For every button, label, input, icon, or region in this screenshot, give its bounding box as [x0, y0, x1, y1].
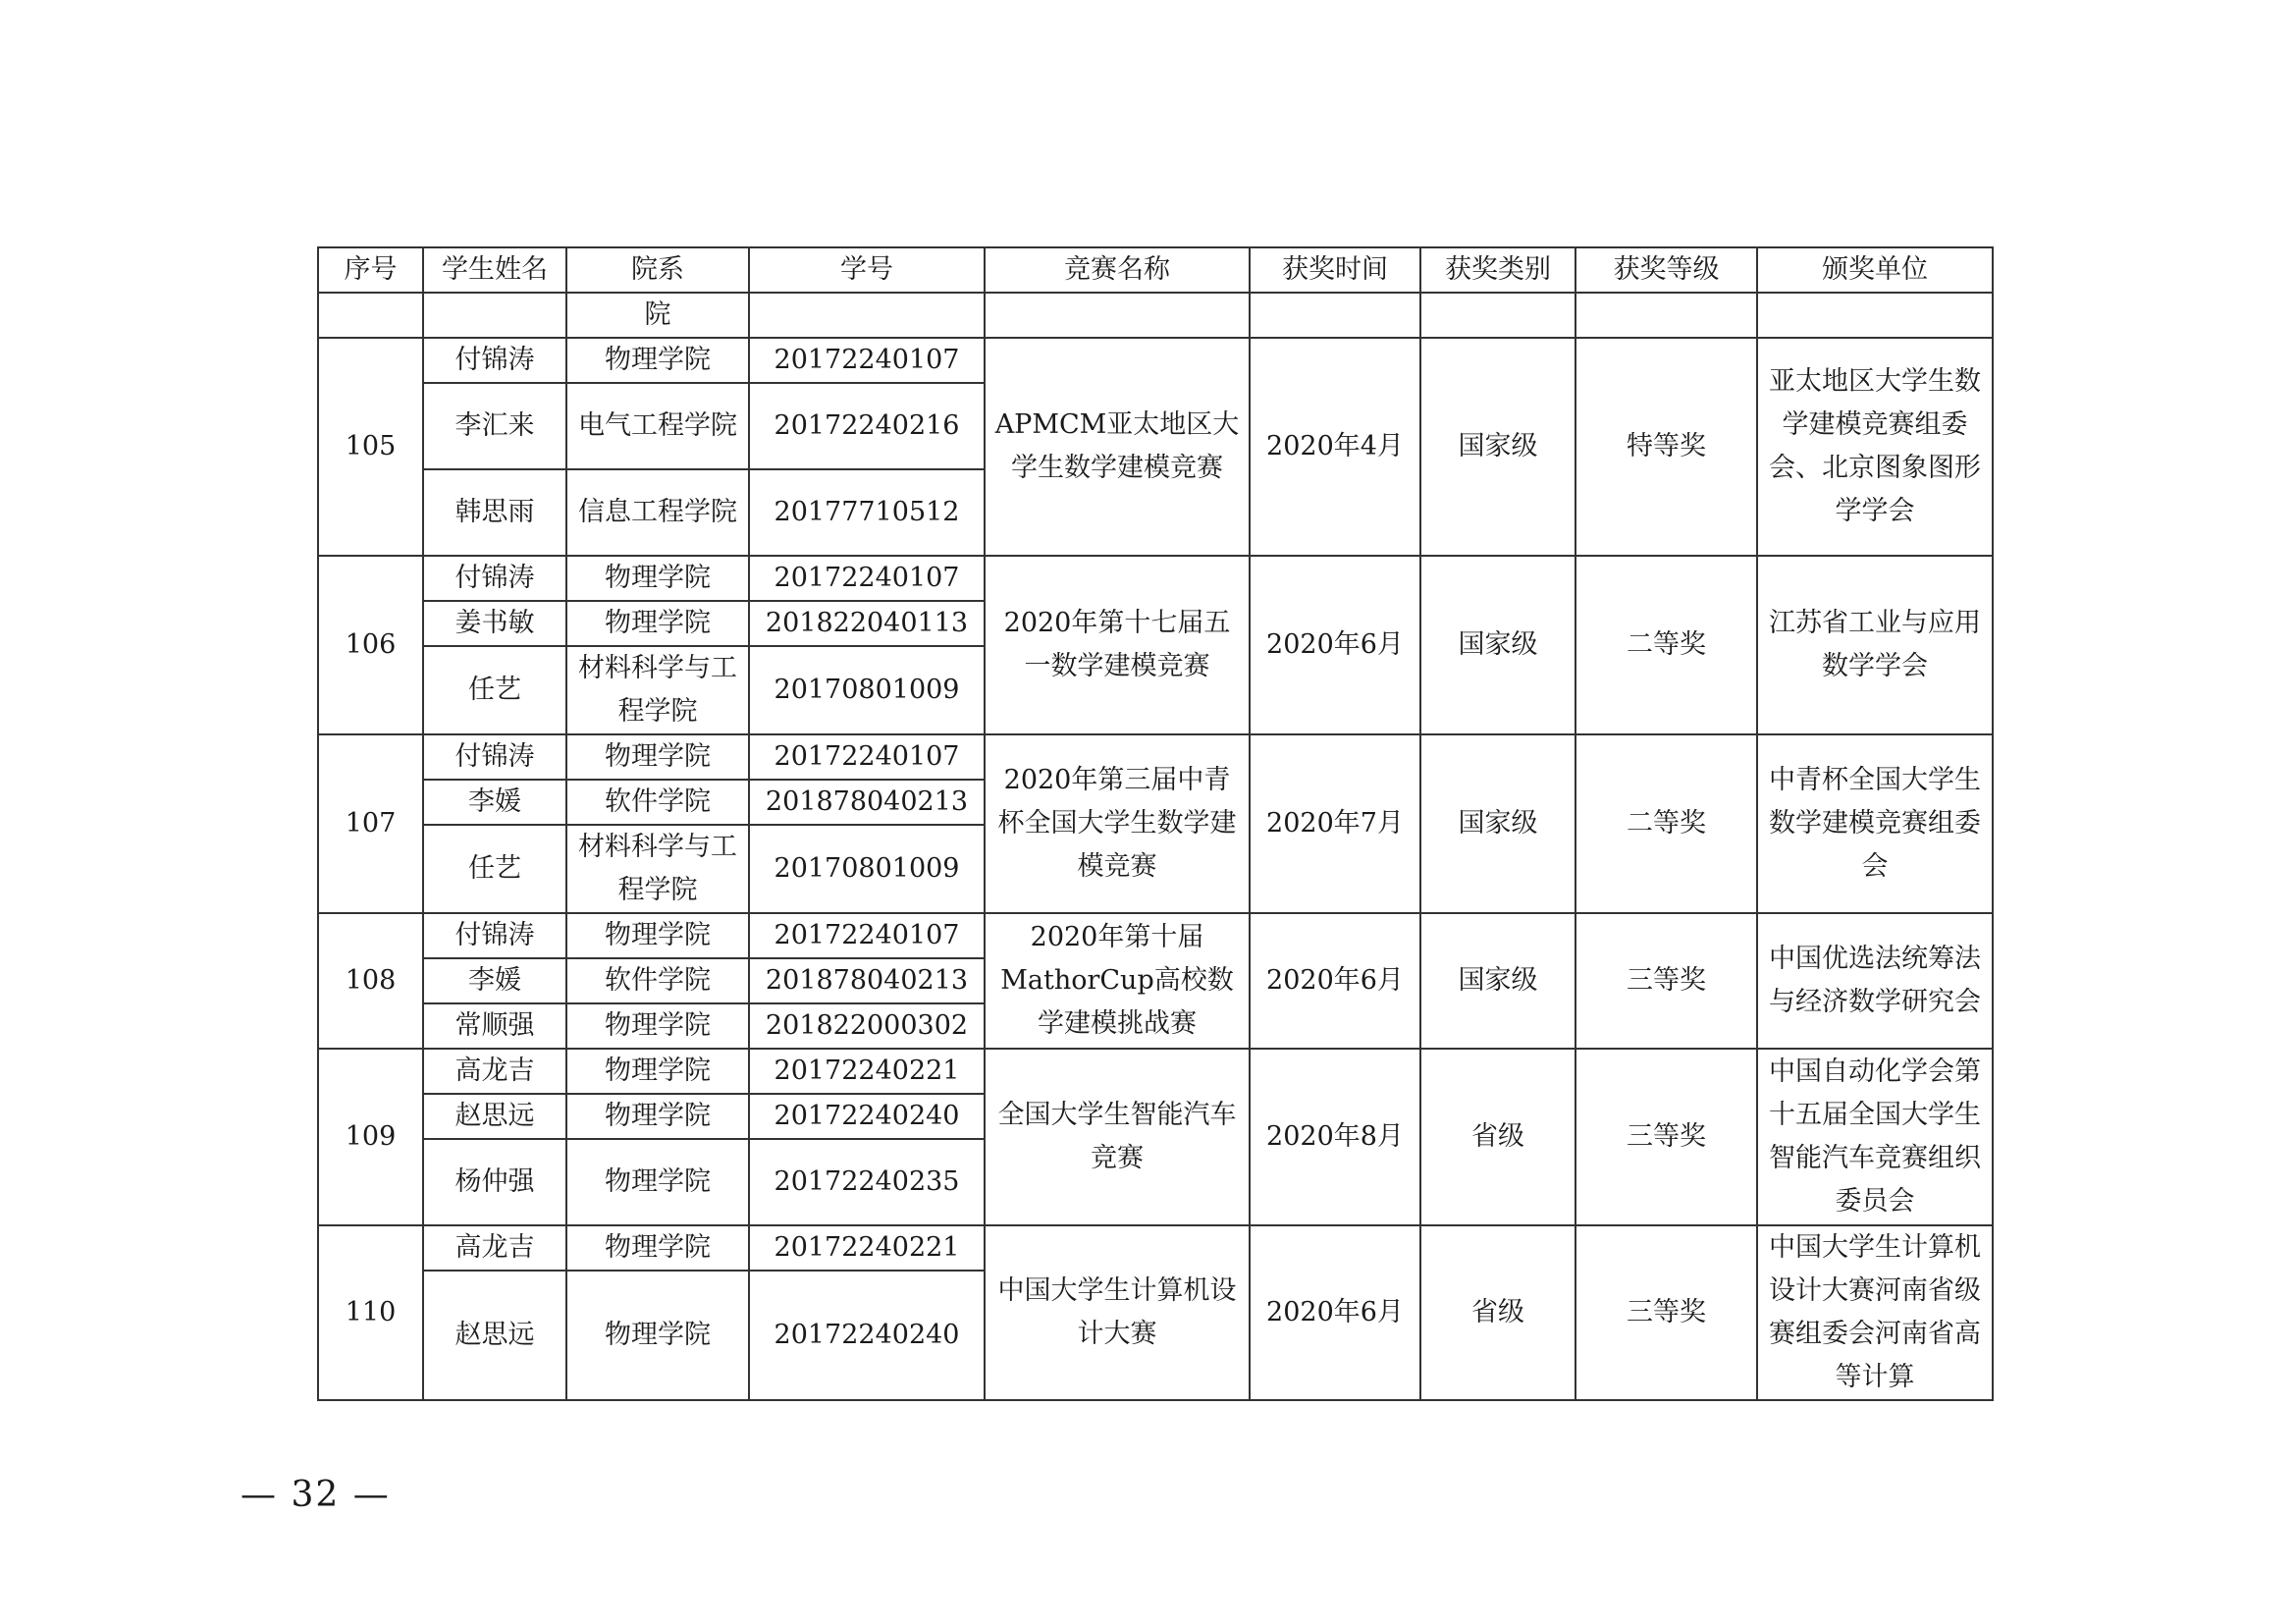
header-row	[318, 247, 1993, 293]
table-cell	[1420, 293, 1575, 338]
table-cell	[1575, 293, 1757, 338]
student-name: 赵思远	[423, 1271, 566, 1400]
header-award-category: 获奖类别	[1420, 247, 1575, 293]
student-name: 付锦涛	[423, 913, 566, 958]
seq-cell: 109	[318, 1049, 423, 1225]
competition-name: 2020年第十七届五一数学建模竞赛	[985, 556, 1250, 734]
competition-name: 中国大学生计算机设计大赛	[985, 1225, 1250, 1400]
award-category: 国家级	[1420, 338, 1575, 556]
table-row	[318, 913, 1993, 958]
table-cell	[749, 293, 985, 338]
student-id: 20172240107	[749, 734, 985, 780]
student-dept: 物理学院	[566, 913, 749, 958]
continuation-row	[318, 293, 1993, 338]
student-dept: 电气工程学院	[566, 383, 749, 469]
student-id: 20172240221	[749, 1049, 985, 1094]
award-level: 特等奖	[1575, 338, 1757, 556]
student-dept: 材料科学与工程学院	[566, 646, 749, 734]
seq-cell: 105	[318, 338, 423, 556]
table-cell	[1250, 293, 1420, 338]
competition-name: 2020年第十届MathorCup高校数学建模挑战赛	[985, 913, 1250, 1049]
student-id: 20172240240	[749, 1094, 985, 1139]
table-cell	[318, 293, 423, 338]
student-dept: 物理学院	[566, 338, 749, 383]
student-id: 20172240240	[749, 1271, 985, 1400]
student-dept: 物理学院	[566, 1271, 749, 1400]
student-id: 20172240107	[749, 913, 985, 958]
header-student-name: 学生姓名	[423, 247, 566, 293]
student-name: 赵思远	[423, 1094, 566, 1139]
competition-name: 2020年第三届中青杯全国大学生数学建模竞赛	[985, 734, 1250, 913]
student-dept: 物理学院	[566, 1049, 749, 1094]
table-row	[318, 1225, 1993, 1271]
seq-cell: 108	[318, 913, 423, 1049]
award-category: 省级	[1420, 1225, 1575, 1400]
header-student-id: 学号	[749, 247, 985, 293]
student-name: 付锦涛	[423, 338, 566, 383]
student-dept: 物理学院	[566, 556, 749, 601]
student-name: 李媛	[423, 958, 566, 1003]
student-name: 李汇来	[423, 383, 566, 469]
issuer: 江苏省工业与应用数学学会	[1757, 556, 1993, 734]
student-name: 任艺	[423, 646, 566, 734]
issuer: 中国优选法统筹法与经济数学研究会	[1757, 913, 1993, 1049]
table-cell	[985, 293, 1250, 338]
student-id: 20177710512	[749, 469, 985, 556]
student-dept: 物理学院	[566, 601, 749, 646]
table-row	[318, 556, 1993, 601]
continuation-dept: 院	[566, 293, 749, 338]
issuer: 中国大学生计算机设计大赛河南省级赛组委会河南省高等计算	[1757, 1225, 1993, 1400]
award-level: 三等奖	[1575, 1225, 1757, 1400]
student-name: 常顺强	[423, 1003, 566, 1049]
table-row	[318, 1049, 1993, 1094]
competition-name: 全国大学生智能汽车竞赛	[985, 1049, 1250, 1225]
header-award-level: 获奖等级	[1575, 247, 1757, 293]
student-id: 20172240235	[749, 1139, 985, 1225]
header-issuer: 颁奖单位	[1757, 247, 1993, 293]
header-award-time: 获奖时间	[1250, 247, 1420, 293]
seq-cell: 106	[318, 556, 423, 734]
student-name: 高龙吉	[423, 1049, 566, 1094]
table-row	[318, 734, 1993, 780]
student-id: 201822000302	[749, 1003, 985, 1049]
student-name: 杨仲强	[423, 1139, 566, 1225]
award-time: 2020年8月	[1250, 1049, 1420, 1225]
seq-cell: 110	[318, 1225, 423, 1400]
header-competition: 竞赛名称	[985, 247, 1250, 293]
student-dept: 软件学院	[566, 958, 749, 1003]
table-row	[318, 338, 1993, 383]
award-category: 国家级	[1420, 556, 1575, 734]
student-name: 付锦涛	[423, 556, 566, 601]
student-dept: 物理学院	[566, 1139, 749, 1225]
student-name: 付锦涛	[423, 734, 566, 780]
award-time: 2020年6月	[1250, 913, 1420, 1049]
competition-name: APMCM亚太地区大学生数学建模竞赛	[985, 338, 1250, 556]
student-dept: 物理学院	[566, 1003, 749, 1049]
award-category: 国家级	[1420, 734, 1575, 913]
table-cell	[1757, 293, 1993, 338]
student-name: 李媛	[423, 780, 566, 825]
award-time: 2020年6月	[1250, 1225, 1420, 1400]
student-dept: 材料科学与工程学院	[566, 825, 749, 913]
student-dept: 软件学院	[566, 780, 749, 825]
student-id: 20170801009	[749, 646, 985, 734]
award-time: 2020年4月	[1250, 338, 1420, 556]
header-seq: 序号	[318, 247, 423, 293]
award-level: 二等奖	[1575, 556, 1757, 734]
award-time: 2020年6月	[1250, 556, 1420, 734]
award-category: 国家级	[1420, 913, 1575, 1049]
header-department: 院系	[566, 247, 749, 293]
award-level: 三等奖	[1575, 1049, 1757, 1225]
student-id: 201878040213	[749, 958, 985, 1003]
issuer: 中国自动化学会第十五届全国大学生智能汽车竞赛组织委员会	[1757, 1049, 1993, 1225]
student-id: 201822040113	[749, 601, 985, 646]
student-id: 20172240221	[749, 1225, 985, 1271]
issuer: 亚太地区大学生数学建模竞赛组委会、北京图象图形学学会	[1757, 338, 1993, 556]
student-name: 任艺	[423, 825, 566, 913]
award-level: 三等奖	[1575, 913, 1757, 1049]
award-level: 二等奖	[1575, 734, 1757, 913]
student-dept: 物理学院	[566, 734, 749, 780]
student-name: 姜书敏	[423, 601, 566, 646]
page-number: — 32 —	[240, 1475, 391, 1515]
student-name: 高龙吉	[423, 1225, 566, 1271]
student-dept: 物理学院	[566, 1225, 749, 1271]
student-id: 20172240216	[749, 383, 985, 469]
student-id: 20172240107	[749, 338, 985, 383]
seq-cell: 107	[318, 734, 423, 913]
table-cell	[423, 293, 566, 338]
student-id: 20172240107	[749, 556, 985, 601]
student-dept: 信息工程学院	[566, 469, 749, 556]
student-id: 20170801009	[749, 825, 985, 913]
student-id: 201878040213	[749, 780, 985, 825]
award-category: 省级	[1420, 1049, 1575, 1225]
award-table	[317, 246, 1994, 1401]
student-name: 韩思雨	[423, 469, 566, 556]
issuer: 中青杯全国大学生数学建模竞赛组委会	[1757, 734, 1993, 913]
award-time: 2020年7月	[1250, 734, 1420, 913]
student-dept: 物理学院	[566, 1094, 749, 1139]
